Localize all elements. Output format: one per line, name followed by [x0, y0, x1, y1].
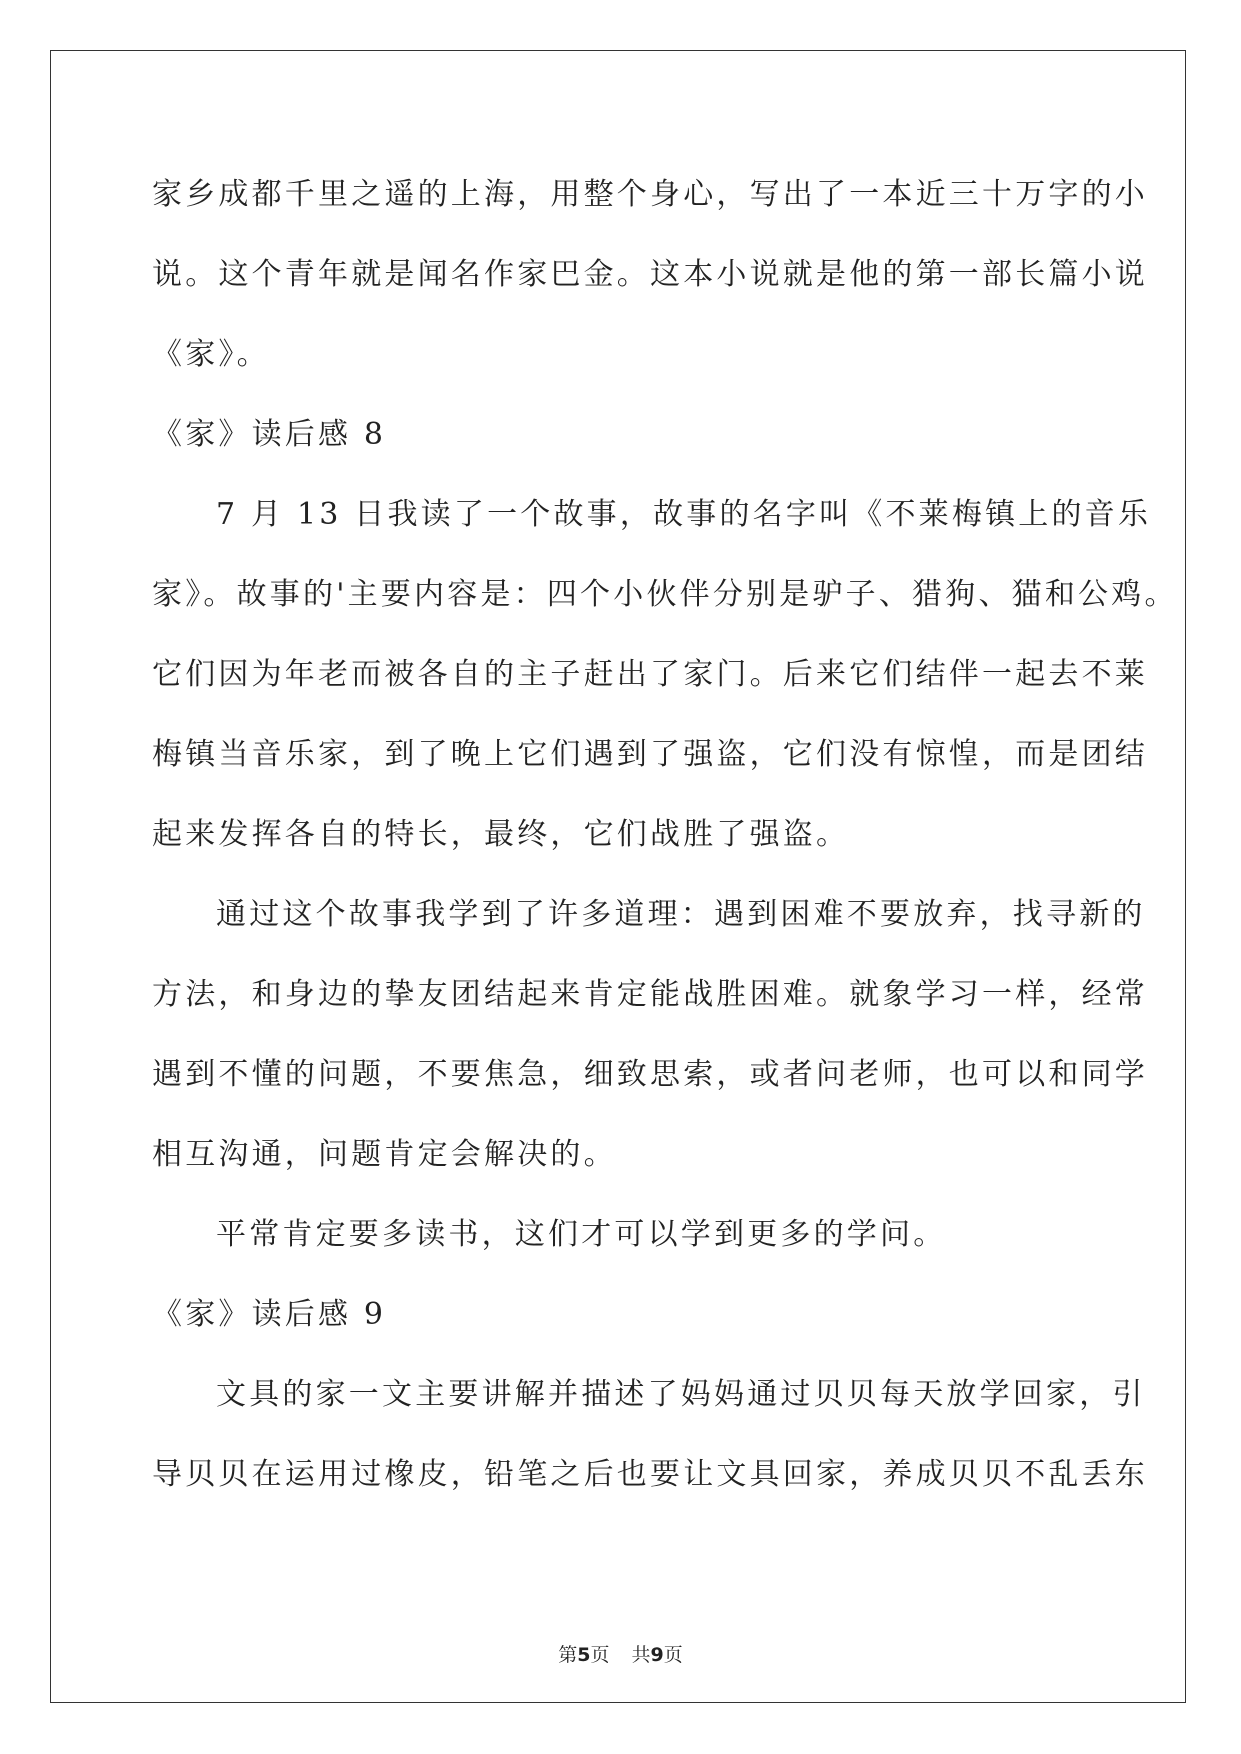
document-body: [152, 155, 1178, 1515]
text-line-17: 导贝贝在运用过橡皮，铅笔之后也要让文具回家，养成贝贝不乱丢东: [152, 1457, 1148, 1492]
page-footer: [0, 1640, 1241, 1667]
total-pages-number: 9: [650, 1644, 664, 1666]
text-line-11: 方法，和身边的挚友团结起来肯定能战胜困难。就象学习一样，经常: [152, 977, 1148, 1012]
footer-prefix: 第: [558, 1644, 578, 1666]
text-line-2: 说。这个青年就是闻名作家巴金。这本小说就是他的第一部长篇小说: [152, 257, 1148, 292]
text-line-10: 通过这个故事我学到了许多道理：遇到困难不要放弃，找寻新的: [216, 897, 1146, 932]
text-line-1: 家乡成都千里之遥的上海，用整个身心，写出了一本近三十万字的小: [152, 177, 1148, 212]
section-heading-9: 《家》读后感 9: [152, 1297, 387, 1332]
text-line-8: 梅镇当音乐家，到了晚上它们遇到了强盗，它们没有惊惶，而是团结: [152, 737, 1148, 772]
section-heading-8: 《家》读后感 8: [152, 417, 387, 452]
text-line-13: 相互沟通，问题肯定会解决的。: [152, 1137, 617, 1172]
footer-page-word: 页: [590, 1644, 610, 1666]
text-line-12: 遇到不懂的问题，不要焦急，细致思索，或者问老师，也可以和同学: [152, 1057, 1148, 1092]
text-line-9: 起来发挥各自的特长，最终，它们战胜了强盗。: [152, 817, 850, 852]
text-line-6: 家》。故事的'主要内容是：四个小伙伴分别是驴子、猎狗、猫和公鸡。: [152, 577, 1178, 612]
footer-total-suffix: 页: [663, 1644, 683, 1666]
text-line-16: 文具的家一文主要讲解并描述了妈妈通过贝贝每天放学回家，引: [216, 1377, 1146, 1412]
text-line-7: 它们因为年老而被各自的主子赶出了家门。后来它们结伴一起去不莱: [152, 657, 1148, 692]
text-line-14: 平常肯定要多读书，这们才可以学到更多的学问。: [216, 1217, 947, 1252]
text-line-3: 《家》。: [152, 337, 270, 372]
footer-total-prefix: 共: [631, 1644, 651, 1666]
text-line-5: 7 月 13 日我读了一个故事，故事的名字叫《不莱梅镇上的音乐: [216, 497, 1152, 532]
current-page-number: 5: [577, 1644, 591, 1666]
